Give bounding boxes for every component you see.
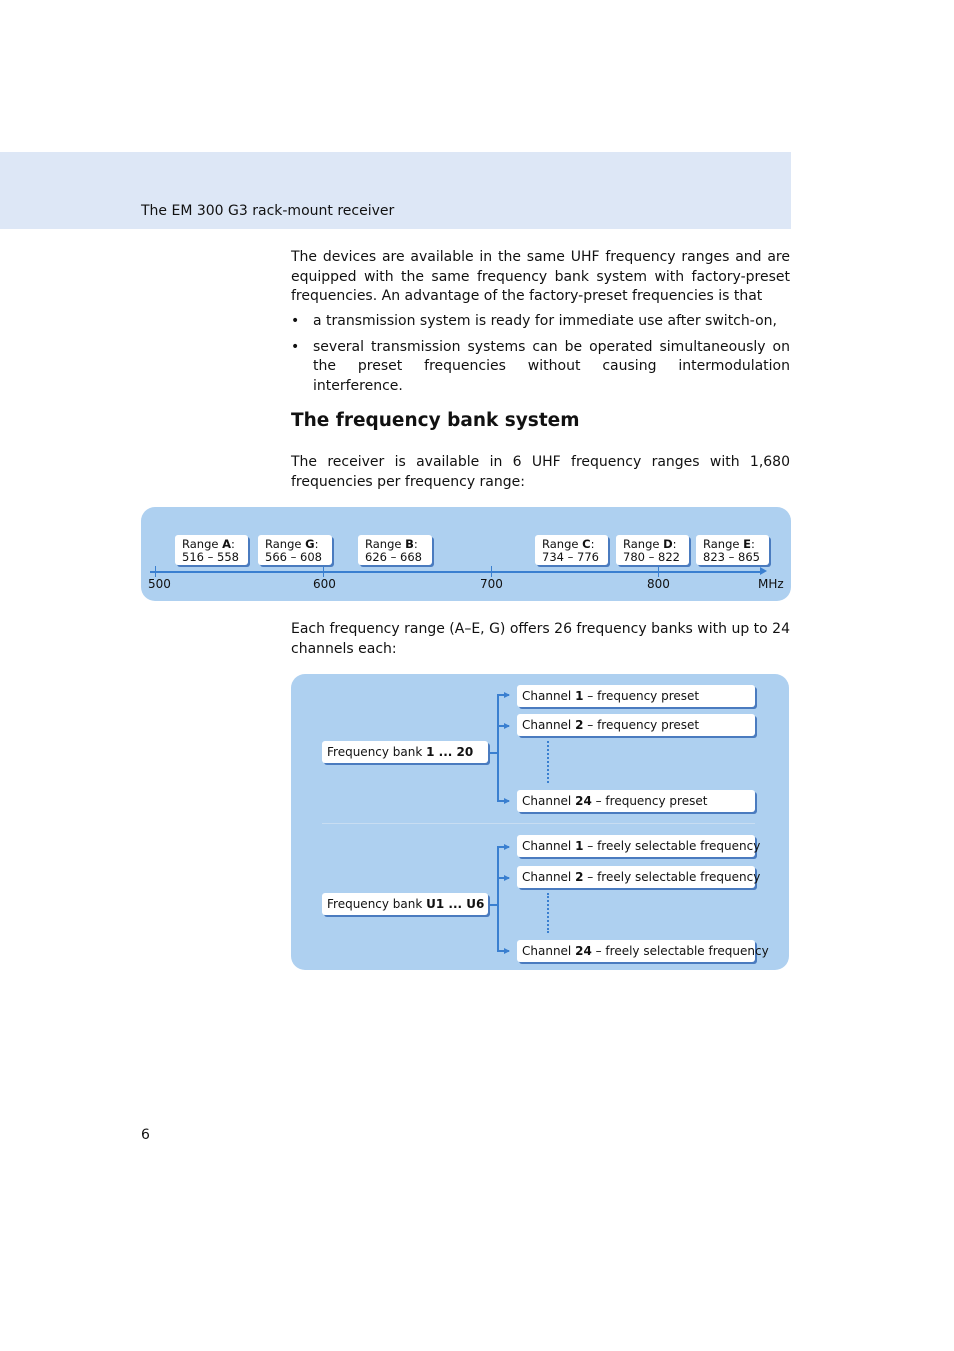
connector-line: [490, 752, 497, 754]
channel-prefix: Channel: [522, 944, 576, 958]
frequency-bank-box: [322, 741, 488, 763]
range-prefix: Range: [182, 537, 223, 551]
range-suffix: :: [590, 537, 595, 551]
bullet-marker: •: [291, 313, 300, 329]
channel-prefix: Channel: [522, 718, 576, 732]
tick-label: 800: [647, 577, 670, 591]
axis-unit: MHz: [758, 577, 784, 591]
ellipsis-dots: [547, 741, 549, 783]
channel-prefix: Channel: [522, 794, 576, 808]
channel-box: [517, 685, 755, 707]
bank-label: Frequency bank: [327, 745, 427, 759]
channel-box: [517, 866, 761, 888]
range-span: 780 – 822: [623, 550, 680, 564]
range-span: 516 – 558: [182, 550, 239, 564]
running-header: The EM 300 G3 rack-mount receiver: [141, 203, 395, 219]
range-letter: D: [663, 537, 673, 551]
tick-label: 500: [148, 577, 171, 591]
tick-label: 600: [313, 577, 336, 591]
tick-label: 700: [480, 577, 503, 591]
bank-label: Frequency bank: [327, 897, 427, 911]
list-item: [291, 312, 790, 332]
axis-tick: [491, 566, 492, 577]
range-suffix: :: [314, 537, 319, 551]
range-box-d: [616, 535, 689, 565]
channel-box: [517, 940, 769, 962]
range-span: 566 – 608: [265, 550, 322, 564]
frequency-bank-diagram: [291, 674, 789, 970]
range-suffix: :: [672, 537, 677, 551]
channel-number: 1: [575, 689, 584, 703]
ranges-intro-paragraph: The receiver is available in 6 UHF frequency ranges with 1,680 frequencies per frequency range:: [291, 454, 790, 490]
range-box-c: [535, 535, 608, 565]
connector-line: [490, 904, 497, 906]
arrow-right-icon: [504, 844, 510, 850]
section-heading: The frequency bank system: [291, 410, 580, 431]
axis-tick: [658, 566, 659, 577]
range-box-b: [358, 535, 432, 565]
range-prefix: Range: [265, 537, 306, 551]
arrow-right-icon: [504, 798, 510, 804]
banks-intro-paragraph: Each frequency range (A–E, G) offers 26 frequency banks with up to 24 channels each:: [291, 621, 790, 657]
range-span: 823 – 865: [703, 550, 760, 564]
range-letter: E: [743, 537, 751, 551]
channel-box: [517, 714, 755, 736]
channel-box: [517, 790, 755, 812]
range-box-a: [175, 535, 248, 565]
range-prefix: Range: [365, 537, 406, 551]
list-item-text: a transmission system is ready for immediate use after switch-on,: [313, 313, 777, 329]
list-item: [291, 338, 790, 397]
range-letter: G: [305, 537, 315, 551]
bank-range: U1 ... U6: [426, 897, 485, 911]
channel-description: – freely selectable frequency: [591, 944, 769, 958]
channel-number: 2: [575, 870, 584, 884]
group-divider: [322, 823, 755, 824]
ellipsis-dots: [547, 893, 549, 933]
frequency-axis: [150, 571, 762, 573]
range-suffix: :: [231, 537, 235, 551]
bullet-marker: •: [291, 338, 300, 355]
advantages-list: [291, 312, 790, 402]
range-box-g: [258, 535, 332, 565]
list-item-text: several transmission systems can be operated simultaneously on the preset frequencies without causing intermodulation interference.: [313, 338, 790, 394]
channel-number: 24: [575, 944, 592, 958]
connector-line: [497, 694, 499, 801]
range-letter: C: [582, 537, 591, 551]
channel-number: 24: [575, 794, 592, 808]
arrow-right-icon: [504, 692, 510, 698]
range-box-e: [696, 535, 769, 565]
channel-description: – frequency preset: [583, 689, 700, 703]
range-prefix: Range: [703, 537, 744, 551]
range-span: 734 – 776: [542, 550, 599, 564]
header-band: [0, 152, 791, 229]
intro-paragraph: The devices are available in the same UHF frequency ranges and are equipped with the same frequency bank system with factory-preset frequencies. An advantage of the factory-preset frequencies is that: [291, 249, 790, 304]
channel-prefix: Channel: [522, 689, 576, 703]
range-letter: B: [405, 537, 414, 551]
channel-prefix: Channel: [522, 870, 576, 884]
frequency-bank-box: [322, 893, 488, 915]
channel-number: 2: [575, 718, 584, 732]
bank-range: 1 ... 20: [426, 745, 474, 759]
page-number: 6: [141, 1127, 150, 1143]
channel-description: – freely selectable frequency: [583, 839, 761, 853]
channel-box: [517, 835, 761, 857]
range-suffix: :: [413, 537, 418, 551]
range-letter: A: [222, 537, 232, 551]
range-span: 626 – 668: [365, 550, 422, 564]
axis-tick: [323, 566, 324, 577]
arrow-right-icon: [504, 875, 510, 881]
range-prefix: Range: [623, 537, 664, 551]
frequency-range-diagram: [141, 507, 791, 601]
range-prefix: Range: [542, 537, 583, 551]
axis-arrow-icon: [760, 567, 767, 575]
channel-description: – freely selectable frequency: [583, 870, 761, 884]
arrow-right-icon: [504, 723, 510, 729]
channel-description: – frequency preset: [591, 794, 708, 808]
arrow-right-icon: [504, 948, 510, 954]
channel-prefix: Channel: [522, 839, 576, 853]
channel-description: – frequency preset: [583, 718, 700, 732]
axis-tick: [155, 566, 156, 577]
range-suffix: :: [750, 537, 755, 551]
connector-line: [497, 846, 499, 951]
channel-number: 1: [575, 839, 584, 853]
